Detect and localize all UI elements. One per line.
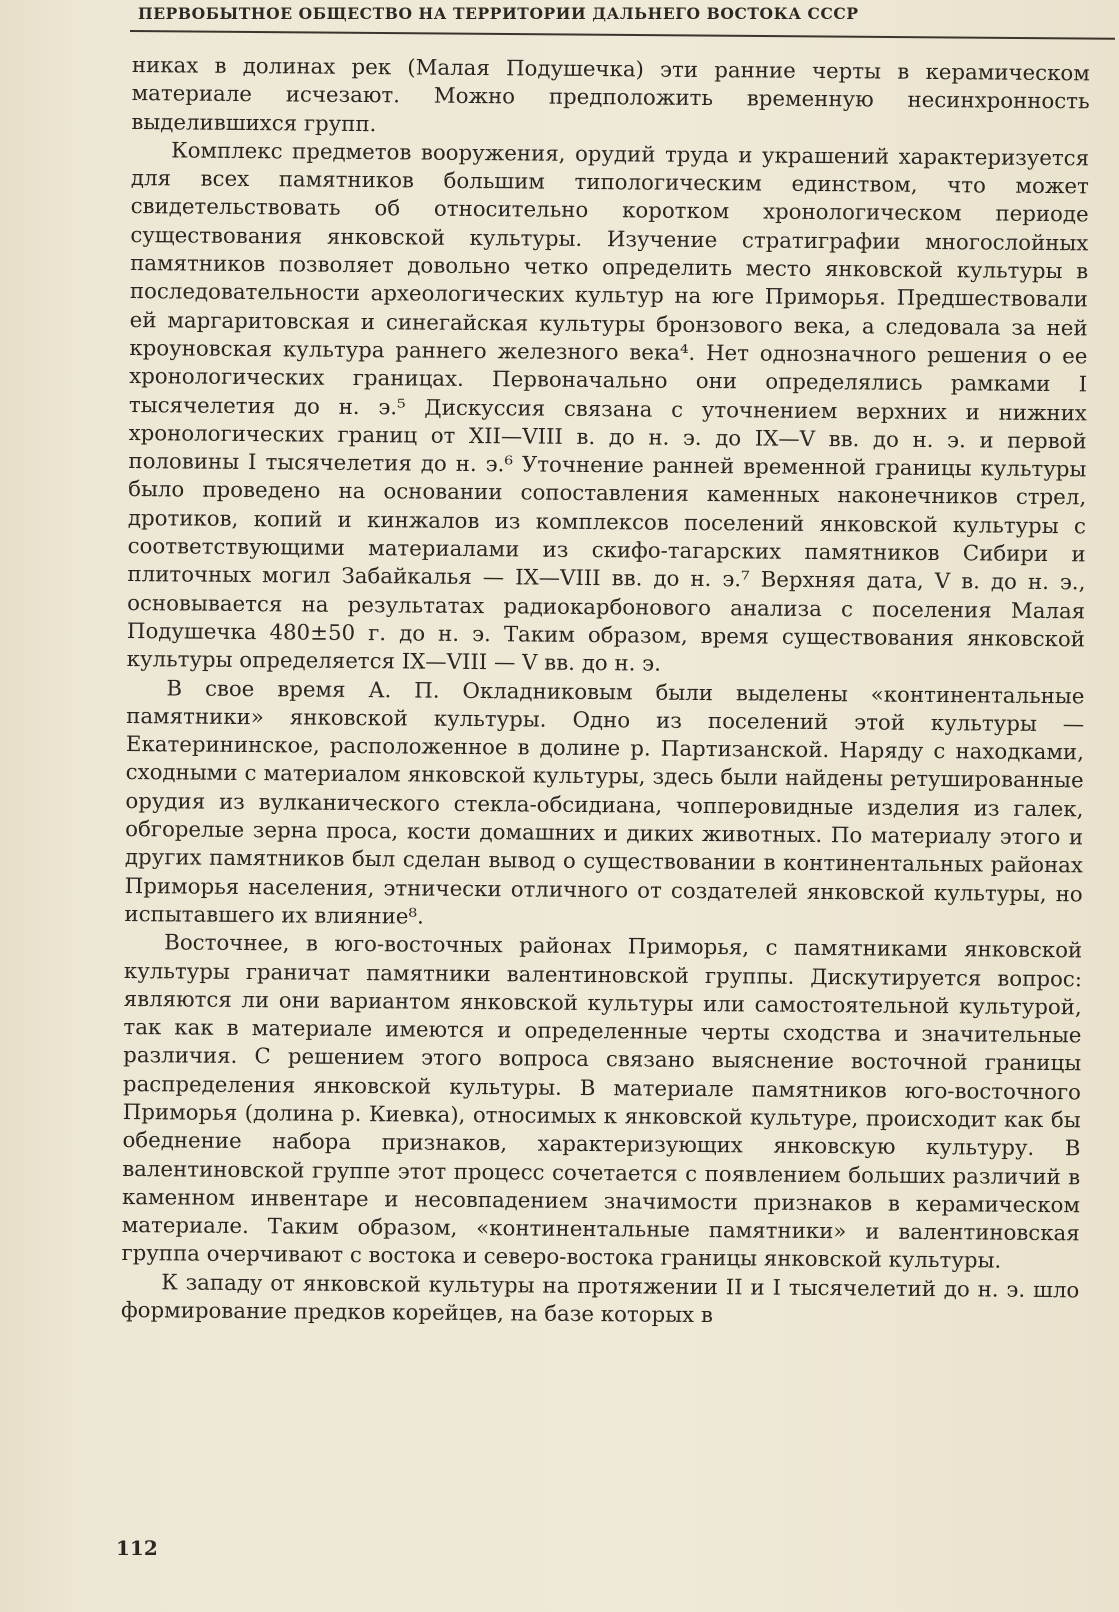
- body-text: [121, 52, 1090, 1334]
- page-number: 112: [116, 1536, 158, 1560]
- header-rule: [130, 30, 1115, 40]
- paragraph-3: В свое время А. П. Окладниковым были выделены «континентальные памятники» янковской культуры. Одно из поселений этой культуры — Екатерининское, расположенное в долине р. Партизанской. Наряду с находками, сходными с материалом янковской культуры, здесь были найдены ретушированные орудия из вулканического стекла-обсидиана, чопперовидные изделия из галек, обгорелые зерна проса, кости домашних и диких животных. По материалу этого и других памятников был сделан вывод о существовании в континентальных районах Приморья населения, этнически отличного от создателей янковской культуры, но испытавшего их влияние⁸.: [124, 675, 1085, 930]
- running-head: ПЕРВОБЫТНОЕ ОБЩЕСТВО НА ТЕРРИТОРИИ ДАЛЬНЕГО ВОСТОКА СССР: [138, 4, 859, 23]
- paragraph-5: К западу от янковской культуры на протяжении II и I тысячелетий до н. э. шло формирование предков корейцев, на базе которых в: [120, 1270, 1080, 1329]
- paragraph-1: никах в долинах рек (Малая Подушечка) эти ранние черты в керамическом материале исчезают. Можно предположить временную несинхронность выделившихся групп.: [131, 52, 1090, 137]
- paragraph-2: Комплекс предметов вооружения, орудий труда и украшений характеризуется для всех памятников большим типологическим единством, что может свидетельствовать об относительно коротком хронологическом периоде существования янковской культуры. Изучение стратиграфии многослойных памятников позволяет довольно четко определить место янковской культуры в последовательности археологических культур на юге Приморья. Предшествовали ей маргаритовская и синегайская культуры бронзового века, а следовала за ней кроуновская культура раннего железного века⁴. Нет однозначного решения о ее хронологических границах. Первоначально они определялись рамками I тысячелетия до н. э.⁵ Дискуссия связана с уточнением верхних и нижних хронологических границ от XII—VIII в. до н. э. до IX—V вв. до н. э. и первой половины I тысячелетия до н. э.⁶ Уточнение ранней временной границы культуры было проведено на основании сопоставления каменных наконечников стрел, дротиков, копий и кинжалов из комплексов поселений янковской культуры с соответствующими материалами из скифо-тагарских памятников Сибири и плиточных могил Забайкалья — IX—VIII вв. до н. э.⁷ Верхняя дата, V в. до н. э., основывается на результатах радиокарбонового анализа с поселения Малая Подушечка 480±50 г. до н. э. Таким образом, время существования янковской культуры определяется IX—VIII — V вв. до н. э.: [126, 138, 1090, 677]
- paragraph-4: Восточнее, в юго-восточных районах Приморья, с памятниками янковской культуры граничат памятники валентиновской группы. Дискутируется вопрос: являются ли они вариантом янковской культуры или самостоятельной культурой, так как в материале имеются и определенные черты сходства и значительные различия. С решением этого вопроса связано выяснение восточной границы распределения янковской культуры. В материале памятников юго-восточного Приморья (долина р. Киевка), относимых к янковской культуре, происходит как бы обеднение набора признаков, характеризующих янковскую культуру. В валентиновской группе этот процесс сочетается с появлением больших различий в каменном инвентаре и несовпадением значимости признаков в керамическом материале. Таким образом, «континентальные памятники» и валентиновская группа очерчивают с востока и северо-востока границы янковской культуры.: [121, 930, 1083, 1275]
